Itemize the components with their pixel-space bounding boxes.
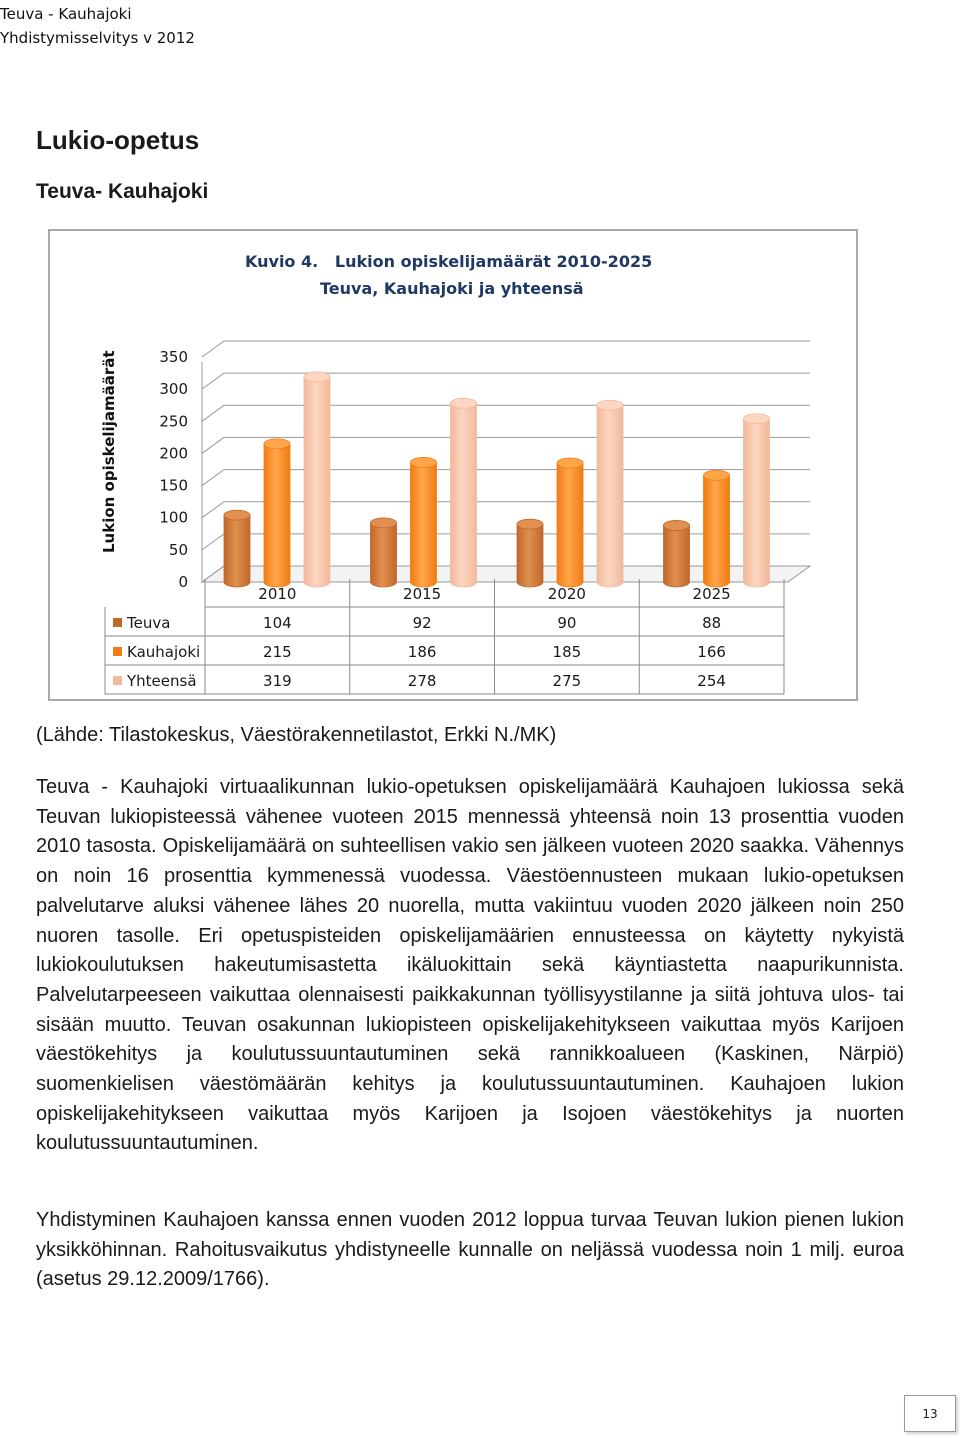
y-tick-label: 100 — [159, 508, 188, 527]
bar-yhteensä-2015 — [451, 403, 477, 587]
bar-kauhajoki-2020-top — [557, 458, 583, 468]
bar-teuva-2020 — [517, 524, 543, 587]
header-line-1: Teuva - Kauhajoki — [0, 5, 132, 23]
bar-chart — [50, 231, 856, 699]
bar-kauhajoki-2020 — [557, 463, 583, 587]
page-number: 13 — [904, 1395, 956, 1432]
y-tick-label: 200 — [159, 444, 188, 463]
data-label: 278 — [407, 672, 437, 690]
bar-teuva-2010-top — [224, 510, 250, 520]
bar-teuva-2025-top — [664, 520, 690, 530]
data-label: 92 — [412, 614, 432, 632]
running-header — [0, 2, 195, 50]
bar-kauhajoki-2025-top — [704, 470, 730, 480]
y-axis-label: Lukion opiskelijamäärät — [100, 350, 118, 553]
data-label: 166 — [697, 643, 726, 661]
data-label: 185 — [552, 643, 582, 661]
chart-title: Kuvio 4. Lukion opiskelijamäärät 2010-2025 — [245, 252, 653, 271]
x-category-label: 2020 — [547, 585, 586, 603]
bar-yhteensä-2010-top — [304, 372, 330, 382]
legend-label: Yhteensä — [127, 672, 197, 690]
data-label: 88 — [702, 614, 722, 632]
paragraph-2: Yhdistyminen Kauhajoen kanssa ennen vuoden 2012 loppua turvaa Teuvan lukion pienen lukion yksikköhinnan. Rahoitusvaikutus yhdistyneelle kunnalle on neljässä vuodessa noin 1 milj. euroa (asetus 29.12.2009/1766). — [36, 1209, 904, 1291]
gridline — [202, 437, 810, 453]
y-tick-label: 300 — [159, 380, 188, 399]
chart-subtitle: Teuva, Kauhajoki ja yhteensä — [320, 279, 584, 298]
gridline — [202, 341, 810, 357]
data-label: 215 — [263, 643, 292, 661]
bar-layer — [224, 372, 770, 587]
bar-teuva-2015-top — [371, 518, 397, 528]
page-title: Lukio-opetus — [36, 125, 200, 155]
legend-key-yhteensä — [113, 676, 122, 685]
y-tick-label: 0 — [178, 573, 188, 591]
bar-yhteensä-2020-top — [597, 400, 623, 410]
gridline — [202, 405, 810, 421]
data-label: 104 — [263, 614, 292, 632]
bar-yhteensä-2015-top — [451, 398, 477, 408]
bar-yhteensä-2025-top — [744, 414, 770, 424]
bar-kauhajoki-2025 — [704, 475, 730, 587]
y-tick-label: 350 — [159, 348, 188, 366]
data-label: 319 — [263, 672, 292, 690]
y-tick-label: 250 — [159, 412, 188, 431]
gridline — [202, 373, 810, 389]
bar-yhteensä-2010 — [304, 377, 330, 587]
bar-teuva-2025 — [664, 525, 690, 587]
legend-key-teuva — [113, 618, 122, 627]
x-category-label: 2025 — [692, 585, 731, 603]
bar-teuva-2020-top — [517, 519, 543, 529]
bar-kauhajoki-2015-top — [411, 457, 437, 467]
bar-kauhajoki-2015 — [411, 462, 437, 587]
page-subtitle: Teuva- Kauhajoki — [36, 180, 209, 203]
bar-teuva-2010 — [224, 515, 250, 587]
legend-label: Kauhajoki — [127, 643, 201, 661]
chart-figure — [48, 229, 858, 701]
data-label: 186 — [407, 643, 437, 661]
header-line-2: Yhdistymisselvitys v 2012 — [0, 29, 195, 47]
bar-yhteensä-2025 — [744, 419, 770, 587]
x-category-label: 2015 — [403, 585, 442, 603]
legend-key-kauhajoki — [113, 647, 122, 656]
source-note: (Lähde: Tilastokeskus, Väestörakennetilastot, Erkki N./MK) — [36, 724, 557, 746]
data-table — [105, 579, 784, 694]
bar-kauhajoki-2010-top — [264, 439, 290, 449]
y-tick-label: 50 — [168, 540, 188, 559]
bar-teuva-2015 — [371, 523, 397, 587]
bar-yhteensä-2020 — [597, 405, 623, 587]
data-label: 254 — [697, 672, 726, 690]
paragraph-1: Teuva - Kauhajoki virtuaalikunnan lukio-opetuksen opiskelijamäärä Kauhajoen lukiossa sekä Teuvan lukiopisteessä vähenee vuoteen 2015 mennessä yhteensä noin 13 prosenttia vuoden 2010 tasosta. Opiskelijamäärä on suhteellisen vakio sen jälkeen vuoteen 2020 saakka. Vähennys on noin 16 prosenttia kymmenessä vuodessa. Väestöennusteen mukaan lukio-opetuksen palvelutarve aluksi vähenee lähes 20 nuorella, mutta vakiintuu vuoden 2020 jälkeen noin 250 nuoren tasolle. Eri opetuspisteiden opiskelijamäärien ennusteessa on käytetty nykyistä lukiokoulutuksen hakeutumisastetta ikäluokittain sekä käyntiastetta naapurikunnista. Palvelutarpeeseen vaikuttaa olennaisesti paikkakunnan työllisyystilanne ja siitä johtuva ulos- tai sisään muutto. Teuvan osakunnan lukiopisteen opiskelijakehitykseen vaikuttaa myös Karijoen väestökehitys ja koulutussuuntautuminen sekä rannikkoalueen (Kaskinen, Närpiö) suomenkielisen väestömäärän kehitys ja koulutussuuntautuminen. Kauhajoen lukion opiskelijakehitykseen vaikuttaa myös Karijoen ja Isojoen väestökehitys ja nuorten koulutussuuntautuminen. — [36, 776, 904, 1155]
data-label: 275 — [552, 672, 582, 690]
y-tick-label: 150 — [159, 476, 188, 495]
bar-kauhajoki-2010 — [264, 444, 290, 587]
legend-label: Teuva — [127, 614, 171, 632]
data-label: 90 — [557, 614, 577, 632]
x-category-label: 2010 — [258, 585, 297, 603]
